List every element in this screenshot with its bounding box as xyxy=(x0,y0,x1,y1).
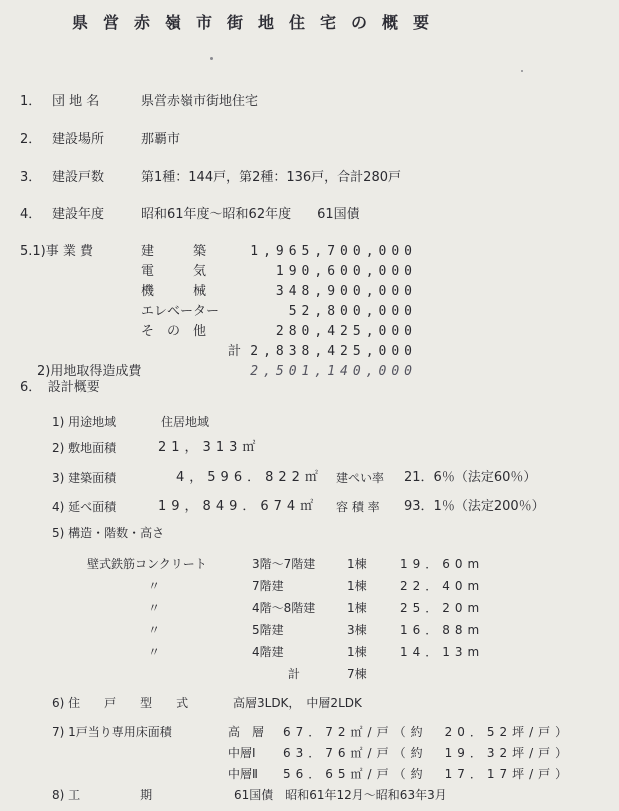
structure-height: 19．60m xyxy=(400,557,485,571)
cost-label: 機 械 xyxy=(141,284,207,299)
floor-area-per-unit: 56．65㎡/戸（約 17．17坪/戸） xyxy=(283,767,573,781)
floor-area-type: 中層Ⅰ xyxy=(228,746,256,760)
coverage-ratio-value: 21．6％（法定60％） xyxy=(404,470,537,485)
floor-area-value: 19，849．674㎡ xyxy=(158,499,319,514)
ditto-mark: 〃 xyxy=(148,645,161,659)
item-number: 3． xyxy=(20,170,42,185)
scan-speck xyxy=(210,57,213,60)
item-label: 建設場所 xyxy=(52,132,105,147)
cost-label: そ の 他 xyxy=(141,324,207,339)
design-item-label: 8) 工 期 xyxy=(52,788,153,802)
cost-label: エレベーター xyxy=(141,304,220,319)
structure-type: 壁式鉄筋コンクリート xyxy=(87,557,207,571)
design-item-label: 7) 1戸当り専用床面積 xyxy=(52,725,172,739)
design-item-label: 3) 建築面積 xyxy=(52,471,117,485)
structure-height: 22．40m xyxy=(400,579,485,593)
floor-area-ratio-value: 93．1％（法定200％） xyxy=(404,499,545,514)
structure-height: 25．20m xyxy=(400,601,485,615)
cost-amount: 1,965,700,000 xyxy=(250,244,417,259)
cost-header: 5.1)事 業 費 xyxy=(20,244,94,259)
land-cost-label: 2)用地取得造成費 xyxy=(37,364,142,379)
ditto-mark: 〃 xyxy=(148,623,161,637)
item-number: 4． xyxy=(20,207,42,222)
structure-count: 3棟 xyxy=(347,623,367,637)
structure-floors: 3階～7階建 xyxy=(252,557,316,571)
cost-total-label: 計 xyxy=(228,344,242,359)
structure-total-label: 計 xyxy=(288,667,301,681)
item-label: 団 地 名 xyxy=(52,94,100,109)
structure-height: 14．13m xyxy=(400,645,485,659)
cost-total-amount: 2,838,425,000 xyxy=(250,344,417,359)
cost-amount: 348,900,000 xyxy=(275,284,417,299)
design-item-label: 5) 構造・階数・高さ xyxy=(52,526,165,540)
coverage-ratio-label: 建ぺい率 xyxy=(336,471,385,485)
cost-label: 建 築 xyxy=(141,244,207,259)
design-item-label: 2) 敷地面積 xyxy=(52,441,117,455)
ditto-mark: 〃 xyxy=(148,579,161,593)
construction-period-value: 61国債 昭和61年12月～昭和63年3月 xyxy=(234,788,447,802)
ditto-mark: 〃 xyxy=(148,601,161,615)
building-area-value: 4，596．822㎡ xyxy=(176,470,323,485)
item-value: 県営赤嶺市街地住宅 xyxy=(141,94,259,109)
design-item-label: 1) 用途地域 xyxy=(52,415,117,429)
structure-count: 1棟 xyxy=(347,601,367,615)
design-header: 6． 設計概要 xyxy=(20,380,100,395)
structure-count: 1棟 xyxy=(347,579,367,593)
item-number: 1． xyxy=(20,94,42,109)
design-item-label: 4) 延べ面積 xyxy=(52,500,117,514)
cost-amount: 280,425,000 xyxy=(275,324,417,339)
structure-floors: 7階建 xyxy=(252,579,284,593)
design-item-label: 6) 住 戸 型 式 xyxy=(52,696,189,710)
item-label: 建設年度 xyxy=(52,207,105,222)
floor-area-type: 中層Ⅱ xyxy=(228,767,258,781)
scan-speck xyxy=(521,70,523,72)
unit-type-value: 高層3LDK， 中層2LDK xyxy=(233,696,362,710)
floor-area-per-unit: 63．76㎡/戸（約 19．32坪/戸） xyxy=(283,746,573,760)
structure-floors: 5階建 xyxy=(252,623,284,637)
structure-height: 16．88m xyxy=(400,623,485,637)
structure-total-count: 7棟 xyxy=(347,667,367,681)
item-value: 那覇市 xyxy=(141,132,181,147)
structure-floors: 4階建 xyxy=(252,645,284,659)
cost-label: 電 気 xyxy=(141,264,207,279)
design-item-value: 21，313㎡ xyxy=(158,440,261,455)
structure-floors: 4階～8階建 xyxy=(252,601,316,615)
document-title: 県営赤嶺市街地住宅の概要 xyxy=(72,13,445,32)
land-cost-amount: 2,501,140,000 xyxy=(250,364,417,379)
structure-count: 1棟 xyxy=(347,557,367,571)
item-number: 2． xyxy=(20,132,42,147)
cost-amount: 52,800,000 xyxy=(288,304,417,319)
item-value: 昭和61年度～昭和62年度 61国債 xyxy=(141,207,360,222)
cost-amount: 190,600,000 xyxy=(275,264,417,279)
item-value: 第1種：144戸，第2種：136戸，合計280戸 xyxy=(141,170,401,185)
item-label: 建設戸数 xyxy=(52,170,105,185)
floor-area-type: 高 層 xyxy=(228,725,265,739)
floor-area-ratio-label: 容 積 率 xyxy=(336,500,380,514)
floor-area-per-unit: 67．72㎡/戸（約 20．52坪/戸） xyxy=(283,725,573,739)
structure-count: 1棟 xyxy=(347,645,367,659)
design-item-value: 住居地域 xyxy=(161,415,210,429)
